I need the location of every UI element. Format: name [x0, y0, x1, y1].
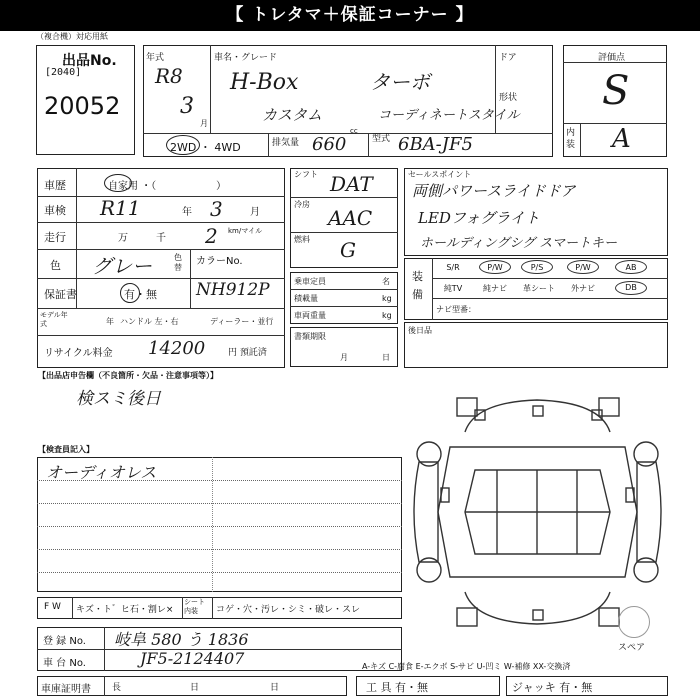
load-unit: kg	[382, 294, 392, 303]
warranty-circle	[120, 283, 140, 303]
eq-ps: P/S	[530, 263, 544, 272]
inspection-year-unit: 年	[182, 207, 192, 218]
grade-style: コーディネートスタイル	[378, 108, 520, 123]
reg-no-value: 岐阜 580 う 1836	[114, 630, 249, 649]
fuel-label: 燃料	[294, 235, 310, 244]
mileage-unit: km/マイル	[228, 227, 263, 235]
regdate-label: 書類期限	[294, 332, 326, 341]
year-month: 3	[180, 94, 194, 119]
history-value: 自家用 ・（ ）	[108, 181, 227, 192]
grade-custom: カスタム	[262, 106, 323, 124]
warranty-label: 保証書	[44, 288, 77, 301]
retro-box	[404, 322, 668, 368]
seller-note-label: 【出品店申告欄（不良箇所・欠品・注意事項等）】	[38, 371, 218, 380]
shape-label: 形状	[499, 93, 518, 103]
score-value: S	[602, 68, 630, 114]
eq-tv: 純TV	[443, 284, 463, 293]
tools-label: 工 具 有・無	[366, 681, 428, 694]
mileage-label: 走行	[44, 231, 66, 244]
interior-label: 内装	[566, 128, 576, 150]
mileage-value: 2	[205, 224, 218, 248]
chassis-value: JF5-2124407	[140, 649, 245, 668]
shift-value: DAT	[330, 172, 373, 196]
sales-line-1: 両側パワースライドドア	[412, 182, 576, 200]
color-label: 色	[50, 259, 61, 272]
sales-line-3: ホールディングシグ スマートキー	[420, 236, 618, 251]
inspection-month: 月	[250, 207, 260, 218]
cert-v2: 日	[190, 683, 200, 693]
vehicle-name: H-Box	[230, 70, 299, 95]
year-era: R8	[155, 64, 183, 88]
cert-label: 車庫証明書	[41, 684, 91, 695]
warranty-value: 有・無	[124, 288, 157, 301]
inspection-label: 車検	[44, 204, 66, 217]
weight-unit: kg	[382, 311, 392, 320]
header-note: （複合機）対応用紙	[36, 32, 108, 41]
displacement-value: 660	[312, 134, 347, 155]
mileage-man: 万	[118, 233, 128, 244]
eq-ab: AB	[625, 263, 637, 272]
handle: ハンドル 左・右	[120, 317, 179, 326]
chassis-label: 車 台 No.	[43, 658, 86, 669]
fw-text: キズ・ト゛ヒ石・割レ×	[76, 605, 174, 615]
year-label: 年式	[146, 53, 165, 63]
eq-sr: S/R	[446, 263, 460, 272]
recycle-label: リサイクル料金	[44, 348, 113, 359]
color-no-value: NH912P	[196, 280, 270, 300]
seller-note-value: 検スミ後日	[76, 389, 161, 409]
fuel-value: G	[340, 238, 356, 262]
eq-db: DB	[625, 283, 637, 292]
seat-text: コゲ・穴・汚レ・シミ・破レ・スレ	[216, 605, 361, 615]
eq-navi: 純ナビ	[483, 284, 507, 293]
lot-label: 出品No.	[62, 53, 117, 69]
spare-icon	[618, 606, 650, 638]
color-value: グレー	[92, 254, 152, 278]
jack-label: ジャッキ 有・無	[512, 681, 593, 694]
vehicle-turbo: ターボ	[370, 70, 430, 94]
eq-pw2: P/W	[575, 263, 591, 272]
regdate-month: 月	[340, 353, 348, 362]
lot-number: 20052	[44, 92, 121, 120]
history-label: 車歴	[44, 179, 66, 192]
displacement-label: 排気量	[272, 138, 300, 148]
navi-model-label: ナビ型番：	[436, 305, 476, 314]
inspector-value: オーディオレス	[46, 463, 157, 482]
score-label: 評価点	[598, 53, 626, 63]
color-no-label: カラーNo.	[196, 256, 243, 267]
model-change-label: モデル年式	[40, 311, 68, 328]
shift-label: シフト	[294, 170, 318, 179]
sales-label: セールスポイント	[408, 170, 472, 179]
mileage-sen: 千	[156, 233, 166, 244]
color-change-label: 色替	[174, 253, 182, 272]
passengers-unit: 名	[382, 277, 390, 286]
interior-value: A	[612, 124, 631, 154]
fw-label: F W	[44, 602, 61, 612]
model-label: 型式	[372, 134, 391, 144]
banner-title: 【 トレタマ＋保証コーナー 】	[0, 0, 700, 31]
spare-label: スペア	[618, 643, 646, 653]
month-unit: 月	[200, 119, 208, 128]
reg-no-label: 登 録 No.	[43, 636, 86, 647]
weight-label: 車両重量	[294, 311, 326, 320]
eq-pw: P/W	[487, 263, 503, 272]
inspection-year: 3	[210, 197, 223, 221]
cert-v3: 日	[270, 683, 280, 693]
inspection-era: R11	[100, 196, 141, 220]
sales-line-2: LEDフォグライト	[418, 209, 540, 227]
equipment-label: 装備	[412, 270, 423, 301]
private-circle	[104, 174, 132, 192]
car-diagram	[405, 392, 670, 632]
aircon-value: AAC	[328, 206, 373, 230]
eq-leather: 革シート	[523, 284, 555, 293]
inspector-label: 【検査員記入】	[38, 445, 94, 454]
door-label: ドア	[499, 53, 517, 63]
load-label: 積載量	[294, 294, 318, 303]
cert-v1: 長	[112, 683, 122, 693]
passengers-label: 乗車定員	[294, 277, 326, 286]
drive-circle	[166, 135, 200, 155]
cc-unit: cc	[350, 127, 358, 135]
eq-extnavi: 外ナビ	[571, 284, 595, 293]
retro-label: 後日品	[408, 326, 432, 335]
dealer: ディーラー・並行	[210, 317, 274, 326]
recycle-unit: 円 預託済	[228, 348, 267, 358]
seat-label: シート内装	[184, 598, 205, 615]
model-change-year: 年	[106, 317, 114, 326]
regdate-day: 日	[382, 353, 390, 362]
recycle-value: 14200	[148, 338, 206, 359]
aircon-label: 冷房	[294, 200, 310, 209]
model-value: 6BA-JF5	[398, 134, 473, 155]
damage-legend: A-キズ C-腐食 E-エクボ S-サビ U-凹ミ W-補修 XX-交換済	[362, 662, 571, 671]
drive-type: 2WD ・ 4WD	[170, 141, 241, 154]
name-label: 車名・グレード	[214, 53, 278, 63]
lot-code: [2040]	[45, 67, 82, 78]
